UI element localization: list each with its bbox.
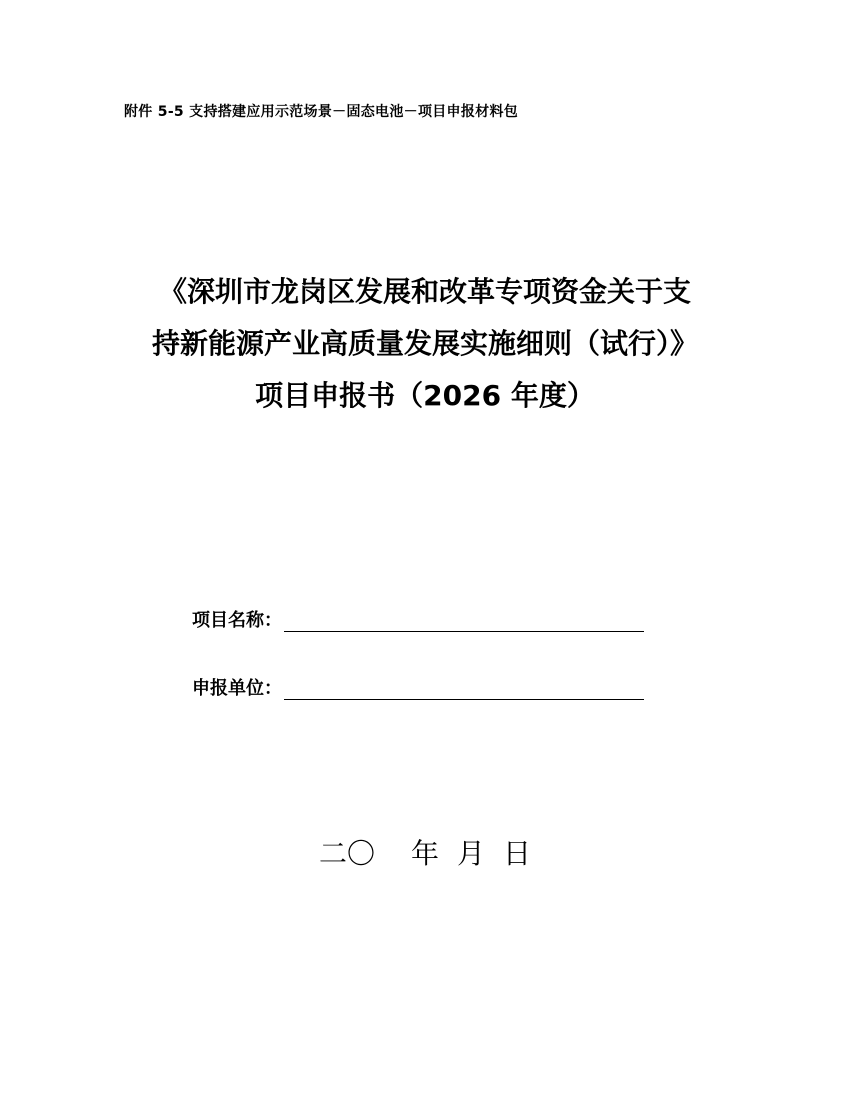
document-title [0, 266, 850, 422]
attachment-note: 附件 5-5 支持搭建应用示范场景－固态电池－项目申报材料包 [124, 104, 519, 120]
date-day-unit: 日 [503, 837, 532, 870]
applicant-field[interactable] [284, 677, 644, 700]
date-line [0, 832, 850, 872]
title-line-3: 项目申报书（2026 年度） [255, 379, 595, 412]
date-month-unit: 月 [457, 837, 486, 870]
title-line-2: 持新能源产业高质量发展实施细则（试行）》 [151, 327, 698, 360]
project-name-label: 项目名称： [192, 610, 282, 631]
applicant-row [192, 674, 644, 700]
date-year-prefix: 二〇 [318, 837, 375, 870]
project-name-field[interactable] [284, 609, 644, 632]
project-name-row [192, 606, 644, 632]
applicant-label: 申报单位： [192, 678, 282, 699]
title-line-1: 《深圳市龙岗区发展和改革专项资金关于支 [158, 275, 691, 308]
date-year-unit: 年 [410, 837, 439, 870]
